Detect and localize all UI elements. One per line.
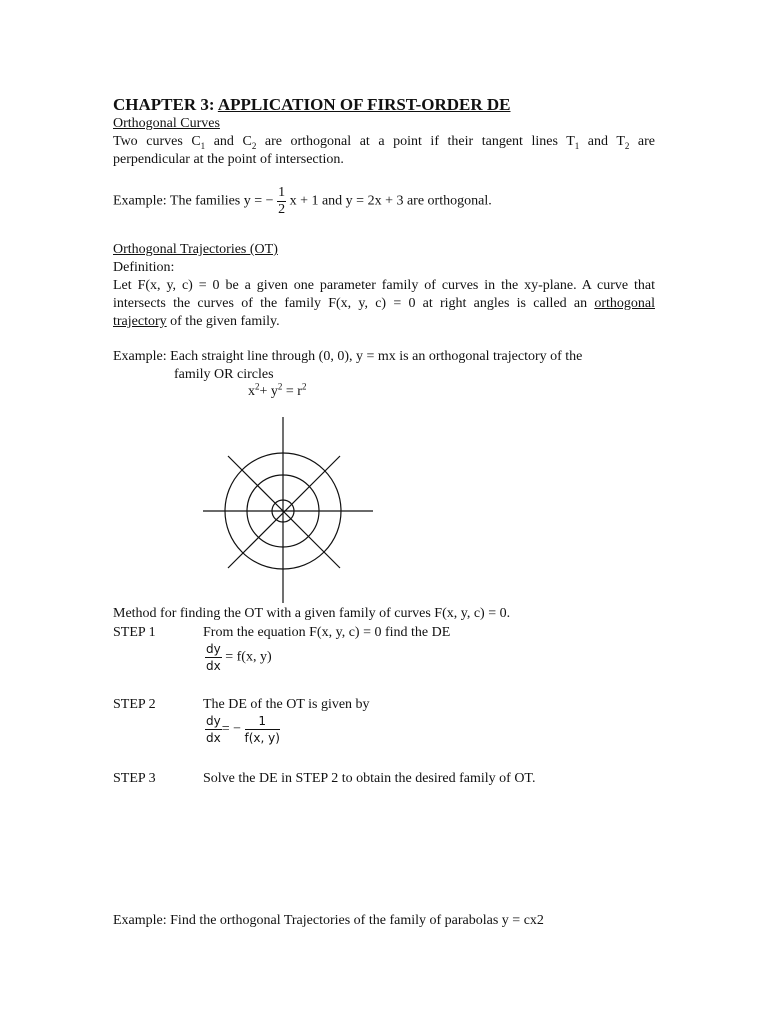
text-run: x <box>248 384 255 399</box>
superscript: 2 <box>277 381 283 392</box>
equals-minus: = − <box>221 721 242 737</box>
text-run: intersects the curves of the family F(x, y, c) = 0 at right angles is called an <box>113 296 588 311</box>
dy-dx-fraction <box>205 641 222 674</box>
orthogonal-curves-example <box>113 185 492 218</box>
text-run: of the given family. <box>166 314 280 329</box>
trajectory-example-line-2: family OR circles <box>174 367 274 382</box>
fraction-one-half <box>277 185 286 218</box>
orthogonal-curves-line-2: perpendicular at the point of intersection. <box>113 152 344 167</box>
fraction-denominator: f(x, y) <box>244 731 280 745</box>
orthogonal-curves-line-1 <box>113 133 655 151</box>
step-1-label: STEP 1 <box>113 625 156 640</box>
definition-line-1: Let F(x, y, c) = 0 be a given one parameter family of curves in the xy-plane. A curve that <box>113 278 655 293</box>
fraction-denominator: dx <box>206 659 221 673</box>
fraction-numerator: 1 <box>278 185 286 200</box>
chapter-title <box>113 95 511 115</box>
subscript: 1 <box>574 140 580 151</box>
chapter-number: CHAPTER 3: <box>113 95 215 114</box>
text-run: Two curves C <box>113 134 201 149</box>
step-3-text: Solve the DE in STEP 2 to obtain the desired family of OT. <box>203 771 536 786</box>
section-heading-orthogonal-curves: Orthogonal Curves <box>113 116 220 131</box>
superscript: 2 <box>255 381 260 392</box>
step-3-label: STEP 3 <box>113 771 156 786</box>
step-2-equation <box>205 713 280 746</box>
fraction-denominator: 2 <box>278 202 286 217</box>
definition-label: Definition: <box>113 260 175 275</box>
fraction-denominator: dx <box>206 731 221 745</box>
circles-and-lines-diagram <box>200 415 376 605</box>
text-run: are orthogonal at a point if their tangent lines T <box>256 134 575 149</box>
fraction-numerator: 1 <box>245 713 280 730</box>
text-run: + y <box>259 384 278 399</box>
section-heading-orthogonal-trajectories: Orthogonal Trajectories (OT) <box>113 242 278 257</box>
definition-line-2 <box>113 295 655 313</box>
underlined-term: trajectory <box>113 314 167 329</box>
example-suffix: x + 1 and y = 2x + 3 are orthogonal. <box>289 193 492 209</box>
underlined-term: orthogonal <box>594 296 655 311</box>
text-run: and C <box>205 134 252 149</box>
equation-rhs: = f(x, y) <box>225 649 272 665</box>
step-2-label: STEP 2 <box>113 697 156 712</box>
text-run: and T <box>579 134 625 149</box>
superscript: 2 <box>301 381 307 392</box>
dy-dx-fraction <box>205 713 222 746</box>
text-run: = r <box>282 384 302 399</box>
step-1-equation <box>205 641 272 674</box>
parabola-example: Example: Find the orthogonal Trajectories of the family of parabolas y = cx2 <box>113 913 544 928</box>
circle-equation <box>248 383 306 401</box>
fraction-numerator: dy <box>206 642 221 656</box>
subscript: 1 <box>200 140 206 151</box>
trajectory-example-line-1: Example: Each straight line through (0, 0), y = mx is an orthogonal trajectory of the <box>113 349 583 364</box>
example-prefix: Example: The families y = − <box>113 193 274 209</box>
chapter-topic: APPLICATION OF FIRST-ORDER DE <box>217 95 511 114</box>
reciprocal-fraction <box>245 713 280 746</box>
text-run: are <box>629 134 656 149</box>
definition-line-3 <box>113 313 280 331</box>
subscript: 2 <box>251 140 257 151</box>
fraction-numerator: dy <box>206 714 221 728</box>
subscript: 2 <box>624 140 630 151</box>
step-2-text: The DE of the OT is given by <box>203 697 370 712</box>
method-intro: Method for finding the OT with a given family of curves F(x, y, c) = 0. <box>113 606 511 621</box>
step-1-text: From the equation F(x, y, c) = 0 find the DE <box>203 625 451 640</box>
